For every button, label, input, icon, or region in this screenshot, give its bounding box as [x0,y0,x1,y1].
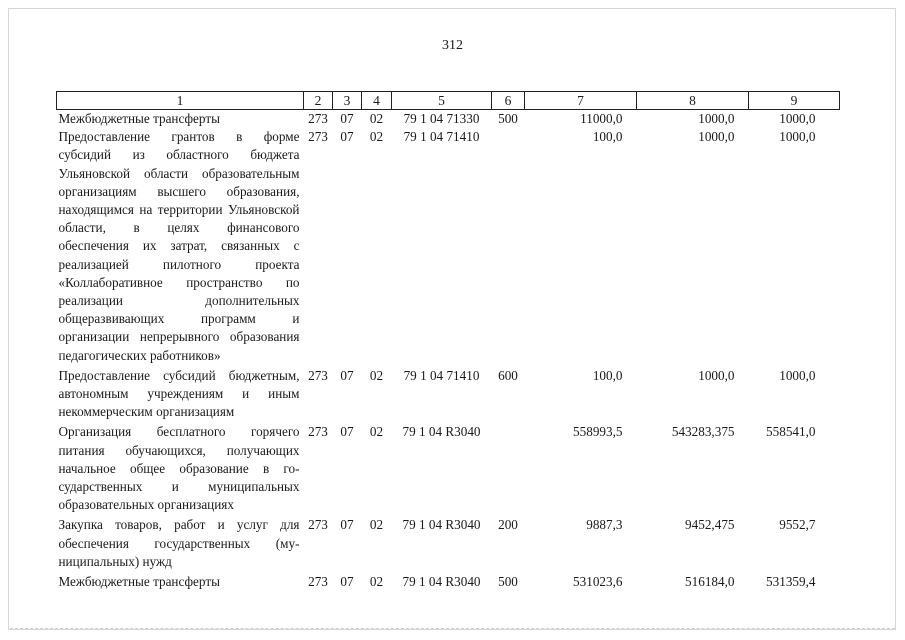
row-expense-type: 600 [498,367,518,383]
row-amount-7: 11000,0 [580,111,623,126]
row-ministry-code: 273 [308,129,328,145]
row-target-code: 79 1 04 R3040 [402,574,481,590]
row-section-code: 07 [340,574,354,590]
row-target-code: 79 1 04 71410 [403,367,480,383]
row-section-code: 07 [340,367,354,383]
row-section-code: 07 [340,517,354,533]
row-amount-8: 1000,0 [698,367,735,383]
header-col-6: 6 [492,92,525,110]
row-ministry-code: 273 [308,517,328,533]
row-subsection-code: 02 [369,129,384,145]
header-col-7: 7 [525,92,637,110]
row-subsection-code: 02 [369,424,384,440]
row-expense-type: 500 [498,111,518,126]
header-col-3: 3 [333,92,362,110]
row-amount-8: 9452,475 [685,517,735,533]
table-row [57,128,840,365]
header-col-8: 8 [637,92,749,110]
row-amount-9: 531359,4 [766,574,816,590]
row-name: Межбюджетные трансферты [58,574,220,590]
row-name: Предоставление субсидий бюджетным, автономным учреждениям и иным некоммерческим организациям [58,367,300,420]
row-amount-7: 100,0 [592,129,623,145]
row-expense-type [492,128,525,365]
row-target-code: 79 1 04 71330 [403,111,480,126]
row-amount-8: 543283,375 [671,424,735,440]
budget-table [56,91,840,591]
row-target-code: 79 1 04 71410 [403,129,480,145]
row-name: Организация бесплатного горячего питания обучающихся, получающих начальное общее образование в государственных и муниципальных образовательных организациях [58,424,300,513]
row-ministry-code: 273 [308,111,328,126]
header-col-9: 9 [749,92,840,110]
row-name: Закупка товаров, работ и услуг для обеспечения государственных (муниципальных) нужд [58,517,300,569]
row-section-code: 07 [340,111,354,126]
row-name: Межбюджетные трансферты [58,111,220,126]
scan-edge-line [10,628,895,629]
row-ministry-code: 273 [308,367,328,383]
header-col-4: 4 [362,92,392,110]
table-row [57,421,840,514]
row-amount-9: 1000,0 [779,367,816,383]
row-section-code: 07 [340,129,354,145]
row-amount-7: 100,0 [592,367,623,383]
row-amount-7: 9887,3 [586,517,623,533]
row-amount-9: 1000,0 [779,129,816,145]
row-target-code: 79 1 04 R3040 [402,517,481,533]
row-expense-type: 200 [498,517,518,533]
row-amount-9: 558541,0 [766,424,816,440]
table-header-row [57,92,840,110]
row-expense-type [492,421,525,514]
page-number: 312 [442,38,463,53]
row-expense-type: 500 [498,574,518,590]
table-row [57,110,840,129]
row-amount-9: 9552,7 [779,517,816,533]
row-amount-7: 558993,5 [573,424,623,440]
row-subsection-code: 02 [369,111,384,126]
row-amount-8: 1000,0 [698,111,735,126]
row-subsection-code: 02 [369,517,384,533]
row-ministry-code: 273 [308,424,328,440]
row-target-code: 79 1 04 R3040 [402,424,481,440]
row-subsection-code: 02 [369,574,384,590]
header-col-2: 2 [304,92,333,110]
table-row [57,365,840,422]
row-amount-9: 1000,0 [779,111,816,126]
row-amount-8: 1000,0 [698,129,735,145]
row-name: Предоставление грантов в форме субсидий из областного бюджета Ульяновской области образовательным организациям высшего образования, находящимся на территории Ульяновской области, в целях финансового обеспечения их затрат, связанных с реализацией пилотного проекта «Коллаборативное пространство по реализации дополнительных общеразвивающих программ и организации непрерывного образования педагогических работников» [58,129,300,363]
row-amount-7: 531023,6 [573,574,623,590]
table-row [57,571,840,591]
row-subsection-code: 02 [369,367,384,383]
header-col-5: 5 [392,92,492,110]
table-row [57,514,840,571]
row-amount-8: 516184,0 [685,574,735,590]
header-col-1: 1 [57,92,304,110]
row-section-code: 07 [340,424,354,440]
row-ministry-code: 273 [308,574,328,590]
